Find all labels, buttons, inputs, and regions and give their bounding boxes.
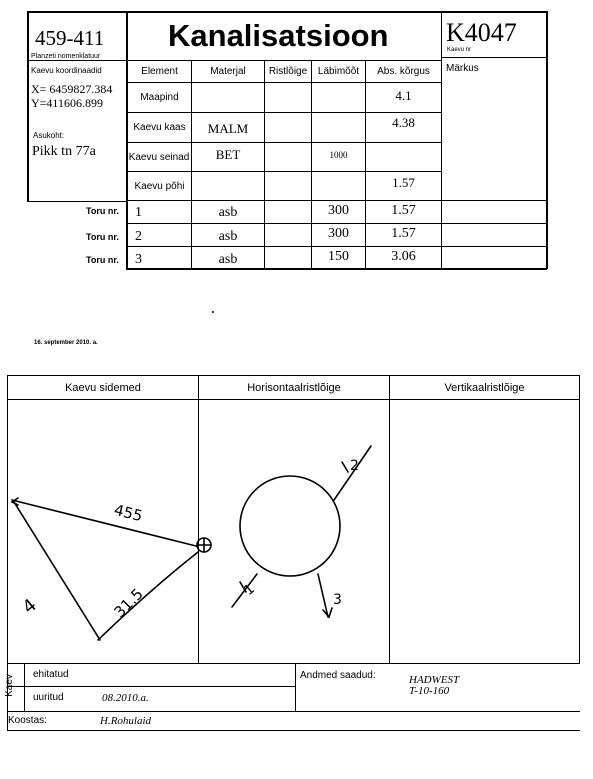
koostas-label: Koostas: [8,715,47,726]
pipe-materjal: asb [218,252,238,267]
andmed-label: Andmed saadud: [300,670,376,681]
pipe-label-3: 3 [333,592,342,608]
well-circle [240,476,340,576]
pipe-korgus: 1.57 [391,203,416,218]
coord-x: X= 6459827.384 [31,82,113,96]
coord-y: Y=411606.899 [31,96,103,110]
pipe-label: Toru nr. [86,206,119,216]
ehitatud-label: ehitatud [33,669,69,680]
well-number-label: Kaevu nr [447,47,472,53]
col-markus: Märkus [446,63,479,74]
pipe-nr: 1 [135,205,142,220]
pipe-labimoot: 300 [328,203,349,218]
col-labimoot: Läbimõõt [317,66,360,77]
col-materjal: Materjal [210,66,246,77]
uuritud-value: 08.2010.a. [102,692,149,704]
location-label: Asukoht: [33,131,65,140]
row-element: Kaevu kaas [133,122,186,133]
pipe-labimoot: 300 [328,226,349,241]
uuritud-label: uuritud [33,692,64,703]
row-korgus: 4.38 [392,115,415,130]
row-korgus: 4.1 [395,88,412,103]
row-element: Kaevu põhi [134,180,185,192]
nomenclature-label: Planzeti nomenklatuur [31,53,101,60]
document-date: 16. september 2010. a. [34,340,98,346]
pipe-korgus: 3.06 [391,249,416,264]
dist-label: 455 [112,500,145,526]
pipe-label: Toru nr. [86,232,119,242]
row-element: Maapind [140,92,179,103]
dist-label: 31.5 [110,584,147,622]
row-materjal: MALM [207,121,249,136]
col-korgus: Abs. kõrgus [377,66,430,77]
col-element: Element [141,66,178,77]
pipe-arrow [342,462,348,472]
pipe-materjal: asb [218,205,238,220]
coords-label: Kaevu koordinaadid [31,66,102,75]
well-number: K4047 [446,18,517,47]
nomenclature: 459-411 [35,26,105,50]
mark-label: 4 [18,594,41,619]
col-horisontaal: Horisontaalristlõige [247,382,341,394]
pipe-materjal: asb [218,229,238,244]
page-title: Kanalisatsioon [168,18,389,53]
pipe-labimoot: 150 [328,249,349,264]
koostas-value: H.Rohulaid [100,715,152,727]
row-korgus: 1.57 [392,175,415,190]
pipe-label-2: 2 [350,458,359,474]
pipe-korgus: 1.57 [391,226,416,241]
pipe-label-1: 1 [240,581,259,599]
kaev-label: Kaev [3,674,15,697]
col-kaevu-sidemed: Kaevu sidemed [65,382,141,394]
row-labimoot: 1000 [329,150,348,160]
pipe-nr: 2 [135,229,142,244]
row-materjal: BET [215,147,241,162]
pipe-nr: 3 [135,252,142,267]
location-value: Pikk tn 77a [32,144,96,159]
col-ristloige: Ristlõige [268,66,308,77]
andmed-value: HADWEST [409,674,460,686]
andmed-value: T-10-160 [409,685,450,697]
pipe-label: Toru nr. [86,255,119,265]
row-element: Kaevu seinad [128,152,190,163]
col-vertikaal: Vertikaalristlõige [444,382,525,394]
